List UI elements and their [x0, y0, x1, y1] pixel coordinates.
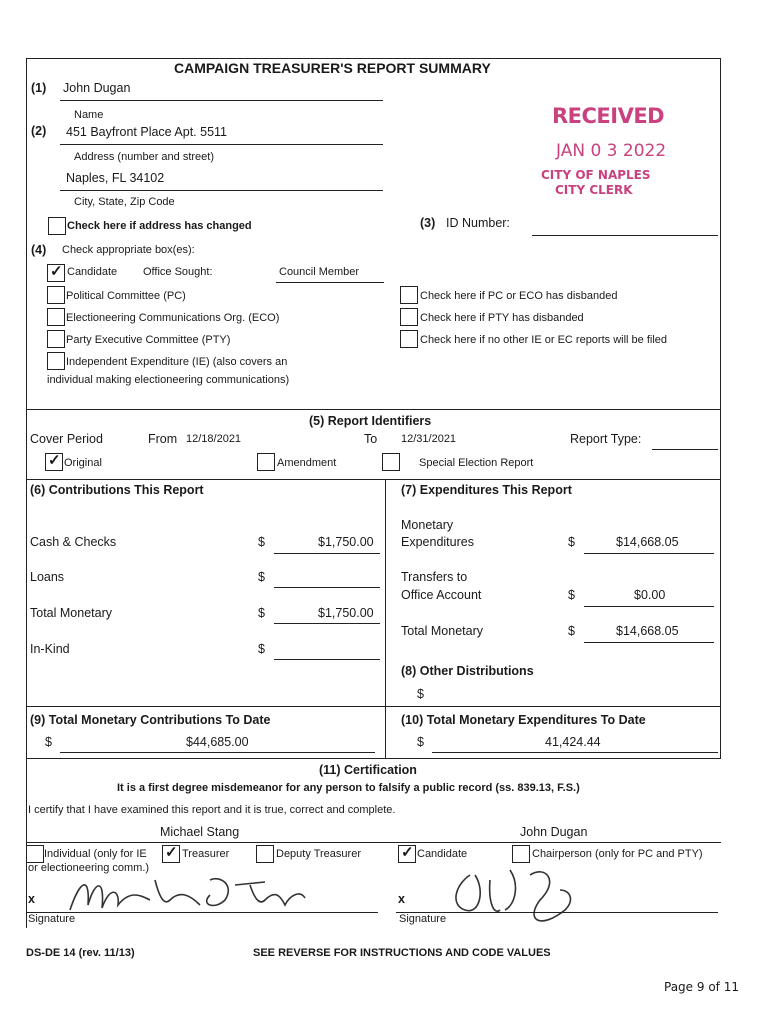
original-checkbox[interactable]	[45, 453, 63, 471]
loans-dollar-sign: $	[258, 570, 265, 584]
section6-divider	[26, 479, 721, 480]
candidate-signature	[430, 860, 630, 940]
treasurer-signature-line	[26, 912, 378, 913]
total-contributions-label: Total Monetary	[30, 606, 112, 620]
certification-names-line	[26, 842, 721, 843]
section11-divider	[26, 758, 721, 759]
loans-label: Loans	[30, 570, 65, 584]
transfers-label-2: Office Account	[401, 588, 482, 602]
amendment-checkbox[interactable]	[257, 453, 275, 471]
monetary-expenditures-label-1: Monetary	[401, 518, 454, 532]
stamp-clerk: CITY CLERK	[555, 183, 633, 197]
total-contrib-underline	[274, 623, 380, 624]
from-label: From	[148, 432, 178, 446]
monetary-expenditures-value[interactable]: $14,668.05	[616, 535, 679, 549]
check-boxes-label: Check appropriate box(es):	[62, 244, 195, 256]
treasurer-signature	[60, 860, 320, 920]
received-stamp: RECEIVED	[552, 104, 665, 128]
name-value[interactable]: John Dugan	[63, 81, 131, 95]
chairperson-label: Chairperson (only for PC and PTY)	[532, 848, 703, 860]
certification-header: (11) Certification	[319, 763, 417, 777]
cover-period-label: Cover Period	[30, 432, 103, 446]
received-date: JAN 0 3 2022	[556, 141, 667, 161]
other-dollar-sign: $	[417, 687, 424, 701]
section-3-number: (3)	[420, 216, 436, 230]
total-contributions-to-date-value[interactable]: $44,685.00	[186, 735, 249, 749]
pc-disbanded-label: Check here if PC or ECO has disbanded	[420, 290, 618, 302]
name-label: Name	[74, 109, 104, 121]
office-sought-underline	[276, 282, 384, 283]
individual-label-2: or electioneering comm.)	[28, 862, 150, 874]
cash-underline	[274, 553, 380, 554]
no-other-reports-checkbox[interactable]	[400, 330, 418, 348]
certification-warning: It is a first degree misdemeanor for any person to falsify a public record (ss. 839.13, F.S.)	[117, 782, 580, 794]
total-expenditures-to-date-header: (10) Total Monetary Expenditures To Date	[401, 713, 646, 727]
id-number-label: ID Number:	[446, 216, 510, 230]
office-sought-label: Office Sought:	[143, 266, 213, 278]
section-4-number: (4)	[31, 243, 47, 257]
address-label: Address (number and street)	[74, 151, 215, 163]
city-value[interactable]: Naples, FL 34102	[66, 171, 165, 185]
candidate-name[interactable]: John Dugan	[520, 825, 588, 839]
eco-checkbox[interactable]	[47, 308, 65, 326]
transfers-label-1: Transfers to	[401, 570, 468, 584]
transfers-value[interactable]: $0.00	[634, 588, 666, 602]
city-label: City, State, Zip Code	[74, 196, 175, 208]
original-label: Original	[64, 457, 102, 469]
todate-contrib-underline	[60, 752, 375, 753]
address-changed-checkbox[interactable]	[48, 217, 66, 235]
report-identifiers-header: (5) Report Identifiers	[309, 414, 432, 428]
treasurer-signature-x: x	[28, 892, 35, 906]
individual-checkbox[interactable]	[26, 845, 44, 863]
monetary-dollar-sign: $	[568, 535, 575, 549]
report-type-label: Report Type:	[570, 432, 642, 446]
special-election-label: Special Election Report	[419, 457, 534, 469]
amendment-label: Amendment	[277, 457, 337, 469]
certification-statement: I certify that I have examined this report and it is true, correct and complete.	[28, 804, 396, 816]
pty-disbanded-checkbox[interactable]	[400, 308, 418, 326]
stamp-city: CITY OF NAPLES	[541, 168, 651, 182]
total-expenditures-to-date-value[interactable]: 41,424.44	[545, 735, 601, 749]
other-distributions-header: (8) Other Distributions	[401, 664, 534, 678]
individual-label-1: Individual (only for IE	[44, 848, 147, 860]
cash-checks-value[interactable]: $1,750.00	[318, 535, 374, 549]
candidate-label: Candidate	[67, 266, 118, 278]
loans-underline[interactable]	[274, 587, 380, 588]
candidate-cert-checkbox[interactable]	[398, 845, 416, 863]
form-id: DS-DE 14 (rev. 11/13)	[26, 947, 135, 959]
in-kind-underline[interactable]	[274, 659, 380, 660]
see-reverse-note: SEE REVERSE FOR INSTRUCTIONS AND CODE VALUES	[253, 947, 551, 959]
report-type-underline[interactable]	[652, 449, 718, 450]
total-expenditures-value[interactable]: $14,668.05	[616, 624, 679, 638]
contributions-header: (6) Contributions This Report	[30, 483, 204, 497]
total-expend-underline	[584, 642, 714, 643]
office-sought-value[interactable]: Council Member	[279, 266, 360, 278]
ie-checkbox[interactable]	[47, 352, 65, 370]
treasurer-name[interactable]: Michael Stang	[160, 825, 240, 839]
pc-checkbox[interactable]	[47, 286, 65, 304]
section9-divider	[26, 706, 721, 707]
todate-expend-underline	[432, 752, 718, 753]
candidate-signature-x: x	[398, 892, 405, 906]
address-value[interactable]: 451 Bayfront Place Apt. 5511	[66, 125, 227, 139]
in-kind-label: In-Kind	[30, 642, 70, 656]
candidate-cert-label: Candidate	[417, 848, 468, 860]
total-contrib-dollar-sign: $	[258, 606, 265, 620]
address-changed-label: Check here if address has changed	[67, 220, 252, 232]
no-other-reports-label: Check here if no other IE or EC reports will be filed	[420, 334, 668, 346]
special-election-checkbox[interactable]	[382, 453, 400, 471]
in-kind-dollar-sign: $	[258, 642, 265, 656]
monetary-expenditures-label-2: Expenditures	[401, 535, 474, 549]
treasurer-label: Treasurer	[182, 848, 230, 860]
pc-disbanded-checkbox[interactable]	[400, 286, 418, 304]
eco-label: Electioneering Communications Org. (ECO)	[66, 312, 280, 324]
candidate-signature-label: Signature	[399, 913, 447, 925]
page-number: Page 9 of 11	[664, 980, 739, 994]
cash-dollar-sign: $	[258, 535, 265, 549]
from-date[interactable]: 12/18/2021	[186, 433, 242, 445]
to-label: To	[364, 432, 378, 446]
todate-contrib-dollar-sign: $	[45, 735, 52, 749]
top-border	[26, 58, 721, 59]
city-underline	[60, 190, 383, 191]
section-2-number: (2)	[31, 124, 47, 138]
form-title: CAMPAIGN TREASURER'S REPORT SUMMARY	[174, 60, 491, 76]
section-1-number: (1)	[31, 81, 47, 95]
to-date[interactable]: 12/31/2021	[401, 433, 457, 445]
deputy-treasurer-label: Deputy Treasurer	[276, 848, 361, 860]
total-contributions-to-date-header: (9) Total Monetary Contributions To Date	[30, 713, 271, 727]
section5-divider	[26, 409, 721, 410]
name-underline	[60, 100, 383, 101]
pty-disbanded-label: Check here if PTY has disbanded	[420, 312, 584, 324]
total-contributions-value[interactable]: $1,750.00	[318, 606, 374, 620]
transfers-dollar-sign: $	[568, 588, 575, 602]
ie-label-line1: Independent Expenditure (IE) (also covers an	[66, 356, 288, 368]
transfers-underline	[584, 606, 714, 607]
ie-label-line2: individual making electioneering communications)	[47, 374, 290, 386]
pty-checkbox[interactable]	[47, 330, 65, 348]
total-expend-dollar-sign: $	[568, 624, 575, 638]
pty-label: Party Executive Committee (PTY)	[66, 334, 231, 346]
address-underline	[60, 144, 383, 145]
cash-checks-label: Cash & Checks	[30, 535, 117, 549]
candidate-checkbox[interactable]	[47, 264, 65, 282]
pc-label: Political Committee (PC)	[66, 290, 186, 302]
treasurer-signature-label: Signature	[28, 913, 76, 925]
right-border	[720, 58, 721, 758]
column-divider	[385, 479, 386, 759]
left-border	[26, 58, 27, 928]
expenditures-header: (7) Expenditures This Report	[401, 483, 572, 497]
monetary-underline	[584, 553, 714, 554]
total-expenditures-label: Total Monetary	[401, 624, 483, 638]
id-number-underline[interactable]	[532, 235, 718, 236]
todate-expend-dollar-sign: $	[417, 735, 424, 749]
